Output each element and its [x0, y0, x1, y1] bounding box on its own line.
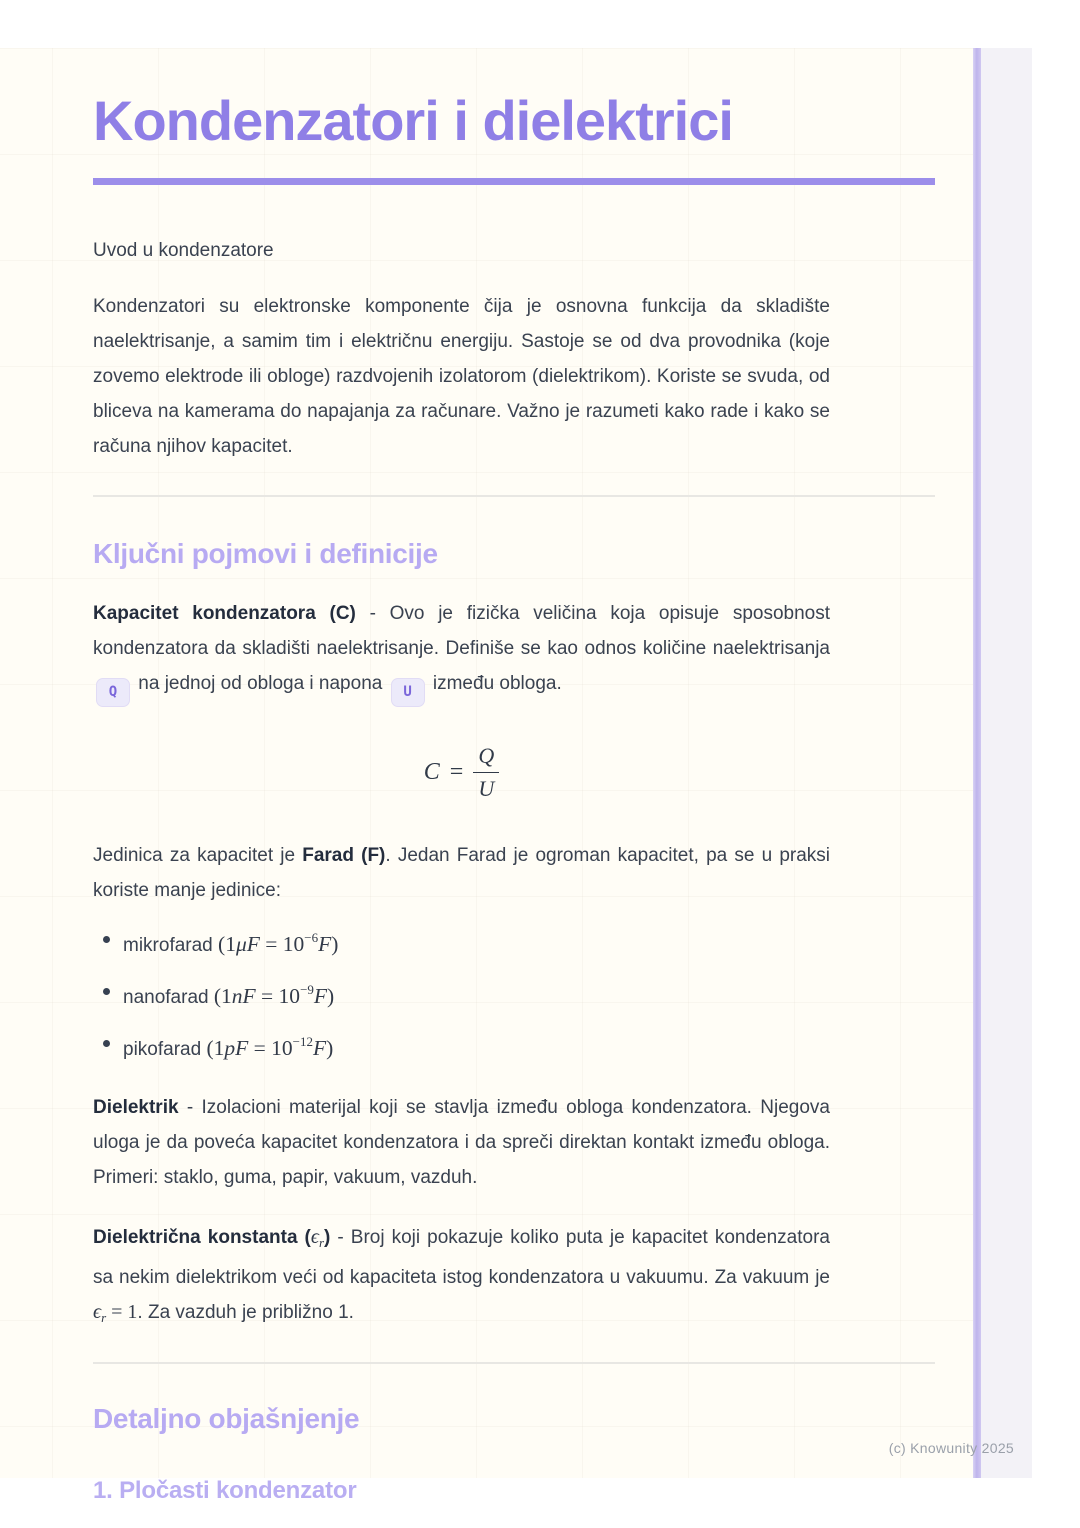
title-underline [93, 178, 935, 185]
text-run: - Broj koji pokazuje koliko puta je kapacitet kondenzatora sa nekim dielektrikom veći od kapaciteta istog kondenzatora u vakuumu. Za vakuum je [93, 1226, 830, 1288]
math-symbol: F [313, 1035, 327, 1060]
list-item-microfarad [93, 924, 935, 961]
text-run: . Jedan Farad je ogroman kapacitet, pa se u praksi koriste manje jedinice: [93, 844, 830, 901]
unit-math: $(1pF = 10^{-12}F)$ [206, 1033, 334, 1060]
voltage-symbol-badge: U [391, 678, 425, 707]
unit-name: mikrofarad [123, 934, 219, 956]
unit-name: nanofarad [123, 986, 214, 1008]
math-symbol: μF [235, 931, 260, 956]
math-symbol: pF [224, 1035, 249, 1060]
dielectric-term: Dielektrik [93, 1096, 179, 1118]
unit-math: $(1\mu F = 10^{-6}F)$ [218, 929, 339, 956]
text-run: na jednoj od obloga i napona [133, 673, 388, 694]
section-divider [93, 495, 935, 497]
epsilon-symbol: ϵ [310, 1225, 319, 1248]
text-run: - Izolacioni materijal koji se stavlja između obloga kondenzatora. Njegova uloga je da poveća kapacitet kondenzatora i da spreči direktan kontakt između obloga. Primeri: staklo, guma, papir, vakuum, vazduh. [93, 1096, 830, 1188]
dielectric-constant-paragraph [93, 1220, 830, 1335]
subsection-heading-plate-capacitor: 1. Pločasti kondenzator [93, 1476, 357, 1504]
text-run: Jedinica za kapacitet je [93, 844, 303, 866]
epsilon-subscript: r [101, 1309, 107, 1325]
document-page [0, 48, 973, 1504]
copyright-notice: (c) Knowunity 2025 [888, 1440, 1014, 1456]
farad-term: Farad (F) [302, 844, 386, 866]
unit-math: $(1nF = 10^{-9}F)$ [213, 981, 335, 1008]
farad-paragraph [93, 838, 830, 908]
formula-denominator: U [473, 772, 499, 802]
section-heading-key-terms: Ključni pojmovi i definicije [93, 538, 438, 569]
intro-label: Uvod u kondenzatore [93, 240, 274, 261]
page-title: Kondenzatori i dielektrici [93, 89, 733, 152]
unit-list [93, 924, 935, 1065]
intro-paragraph: Kondenzatori su elektronske komponente čija je osnovna funkcija da skladište naelektrisanje, a samim tim i električnu energiju. Sastoje se od dva provodnika (koje zovemo elektrode ili obloge) razdvojenih izolatorom (dielektrikom). Koriste se svuda, od bliceva na kamerama do napajanja za računare. Važno je razumeti kako rade i kako se računa njihov kapacitet. [93, 296, 830, 457]
document-content [0, 48, 973, 1506]
formula-lhs: C [423, 759, 440, 785]
formula-numerator: Q [478, 743, 495, 768]
section-divider [93, 1362, 935, 1364]
charge-symbol-badge: Q [96, 678, 130, 707]
math-symbol: nF [231, 983, 256, 1008]
section-heading-details: Detaljno objašnjenje [93, 1402, 360, 1434]
capacitance-formula [93, 733, 830, 813]
dielectric-paragraph [93, 1090, 830, 1195]
right-side-strip [981, 48, 1032, 1478]
text-run: - Ovo je fizička veličina koja opisuje sposobnost kondenzatora da skladišti naelektrisanje. Definiše se kao odnos količine naelektrisanja [93, 603, 831, 659]
dielectric-constant-term: Dielektrična konstanta $(\epsilon_r)$ [93, 1225, 331, 1250]
exponent: −12 [292, 1033, 313, 1049]
list-item-nanofarad [93, 976, 935, 1013]
exponent: −9 [300, 981, 314, 997]
formula-equals: = [449, 759, 464, 785]
math-equals-one: = 1 [106, 1300, 138, 1323]
exponent: −6 [304, 929, 319, 945]
capacitance-term: Kapacitet kondenzatora (C) [93, 603, 356, 624]
epsilon-subscript: r [318, 1234, 325, 1250]
page-right-border [973, 48, 981, 1478]
capacitance-definition-paragraph [93, 596, 830, 707]
formula-fraction [473, 743, 499, 802]
math-symbol: F [313, 983, 328, 1008]
text-run: . Za vazduh je približno 1. [137, 1301, 354, 1323]
list-item-picofarad [93, 1028, 935, 1065]
text-run: između obloga. [427, 673, 562, 694]
epsilon-symbol: ϵ [93, 1300, 102, 1323]
math-symbol: F [318, 931, 332, 956]
unit-name: pikofarad [123, 1038, 207, 1060]
